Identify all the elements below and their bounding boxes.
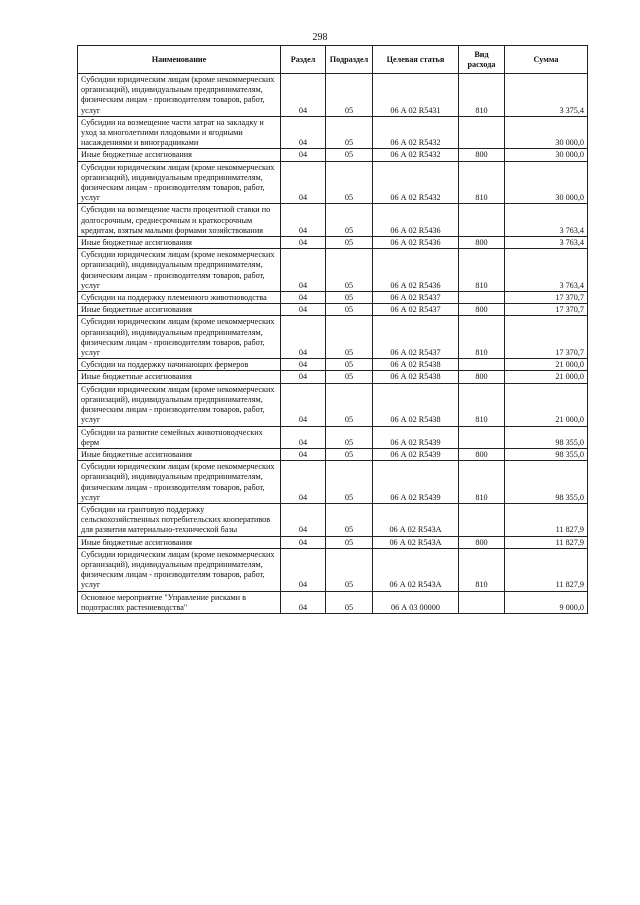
cell-summa: 11 827,9: [505, 548, 588, 591]
cell-name: Субсидии юридическим лицам (кроме некоммерческих организаций), индивидуальным предпринимателям, физическим лицам - производителям товаров, работ, услуг: [78, 383, 281, 426]
cell-razdel: 04: [281, 237, 326, 249]
cell-razdel: 04: [281, 548, 326, 591]
table-row: [78, 149, 588, 161]
cell-vid: [459, 204, 505, 237]
cell-summa: 9 000,0: [505, 591, 588, 613]
cell-podrazdel: 05: [326, 204, 373, 237]
cell-vid: 810: [459, 548, 505, 591]
cell-celevaya: 06 А 02 R543А: [373, 548, 459, 591]
cell-name: Субсидии на развитие семейных животноводческих ферм: [78, 426, 281, 448]
table-row: [78, 371, 588, 383]
cell-summa: 21 000,0: [505, 359, 588, 371]
cell-name: Иные бюджетные ассигнования: [78, 536, 281, 548]
table-row: [78, 74, 588, 117]
cell-celevaya: 06 А 02 R5439: [373, 448, 459, 460]
cell-razdel: 04: [281, 161, 326, 204]
cell-vid: [459, 116, 505, 149]
cell-summa: 11 827,9: [505, 536, 588, 548]
cell-celevaya: 06 А 02 R5437: [373, 316, 459, 359]
cell-celevaya: 06 А 02 R5436: [373, 249, 459, 292]
cell-celevaya: 06 А 02 R5437: [373, 304, 459, 316]
cell-name: Иные бюджетные ассигнования: [78, 304, 281, 316]
cell-summa: 11 827,9: [505, 503, 588, 536]
table-row: [78, 383, 588, 426]
cell-celevaya: 06 А 02 R5438: [373, 371, 459, 383]
cell-podrazdel: 05: [326, 536, 373, 548]
cell-razdel: 04: [281, 359, 326, 371]
cell-razdel: 04: [281, 461, 326, 504]
cell-vid: 810: [459, 316, 505, 359]
cell-celevaya: 06 А 02 R543А: [373, 503, 459, 536]
cell-podrazdel: 05: [326, 237, 373, 249]
cell-razdel: 04: [281, 204, 326, 237]
cell-podrazdel: 05: [326, 591, 373, 613]
cell-summa: 3 763,4: [505, 249, 588, 292]
cell-razdel: 04: [281, 304, 326, 316]
cell-summa: 98 355,0: [505, 448, 588, 460]
table-row: [78, 536, 588, 548]
cell-celevaya: 06 А 02 R5438: [373, 383, 459, 426]
cell-name: Субсидии на возмещение части затрат на закладку и уход за многолетними плодовыми и ягодными насаждениями и виноградниками: [78, 116, 281, 149]
cell-name: Иные бюджетные ассигнования: [78, 237, 281, 249]
cell-podrazdel: 05: [326, 161, 373, 204]
cell-podrazdel: 05: [326, 503, 373, 536]
table-row: [78, 161, 588, 204]
cell-vid: [459, 591, 505, 613]
cell-name: Субсидии на поддержку племенного животноводства: [78, 292, 281, 304]
cell-razdel: 04: [281, 116, 326, 149]
header-name: Наименование: [78, 46, 281, 74]
cell-name: Субсидии юридическим лицам (кроме некоммерческих организаций), индивидуальным предпринимателям, физическим лицам - производителям товаров, работ, услуг: [78, 548, 281, 591]
cell-name: Субсидии юридическим лицам (кроме некоммерческих организаций), индивидуальным предпринимателям, физическим лицам - производителям товаров, работ, услуг: [78, 316, 281, 359]
table-header-row: [78, 46, 588, 74]
cell-podrazdel: 05: [326, 116, 373, 149]
table-row: [78, 591, 588, 613]
header-celevaya: Целевая статья: [373, 46, 459, 74]
budget-table: [77, 45, 588, 614]
cell-name: Субсидии юридическим лицам (кроме некоммерческих организаций), индивидуальным предпринимателям, физическим лицам - производителям товаров, работ, услуг: [78, 249, 281, 292]
cell-celevaya: 06 А 02 R5431: [373, 74, 459, 117]
cell-podrazdel: 05: [326, 304, 373, 316]
table-row: [78, 249, 588, 292]
cell-podrazdel: 05: [326, 249, 373, 292]
table-row: [78, 461, 588, 504]
cell-name: Субсидии на грантовую поддержку сельскохозяйственных потребительских кооперативов для развития материально-технической базы: [78, 503, 281, 536]
cell-vid: [459, 359, 505, 371]
cell-summa: 21 000,0: [505, 383, 588, 426]
page-number: 298: [312, 32, 328, 43]
header-summa: Сумма: [505, 46, 588, 74]
cell-vid: 800: [459, 371, 505, 383]
cell-celevaya: 06 А 02 R5438: [373, 359, 459, 371]
cell-summa: 30 000,0: [505, 149, 588, 161]
cell-vid: 800: [459, 304, 505, 316]
cell-summa: 3 763,4: [505, 204, 588, 237]
cell-summa: 21 000,0: [505, 371, 588, 383]
cell-podrazdel: 05: [326, 448, 373, 460]
cell-podrazdel: 05: [326, 292, 373, 304]
cell-celevaya: 06 А 03 00000: [373, 591, 459, 613]
cell-podrazdel: 05: [326, 316, 373, 359]
header-vid: Вид расхода: [459, 46, 505, 74]
cell-vid: [459, 503, 505, 536]
cell-vid: 810: [459, 74, 505, 117]
cell-celevaya: 06 А 02 R5432: [373, 149, 459, 161]
cell-razdel: 04: [281, 448, 326, 460]
cell-celevaya: 06 А 02 R5436: [373, 204, 459, 237]
cell-razdel: 04: [281, 316, 326, 359]
table-row: [78, 204, 588, 237]
cell-vid: 800: [459, 237, 505, 249]
table-row: [78, 316, 588, 359]
table-row: [78, 359, 588, 371]
header-razdel: Раздел: [281, 46, 326, 74]
cell-vid: [459, 292, 505, 304]
cell-summa: 30 000,0: [505, 161, 588, 204]
cell-celevaya: 06 А 02 R5432: [373, 161, 459, 204]
table-row: [78, 448, 588, 460]
cell-summa: 3 763,4: [505, 237, 588, 249]
header-podrazdel: Подраздел: [326, 46, 373, 74]
cell-name: Иные бюджетные ассигнования: [78, 371, 281, 383]
cell-celevaya: 06 А 02 R5439: [373, 461, 459, 504]
cell-vid: 810: [459, 249, 505, 292]
cell-razdel: 04: [281, 591, 326, 613]
table-row: [78, 304, 588, 316]
table-row: [78, 237, 588, 249]
cell-summa: 3 375,4: [505, 74, 588, 117]
cell-vid: 810: [459, 161, 505, 204]
cell-razdel: 04: [281, 371, 326, 383]
cell-vid: 800: [459, 149, 505, 161]
cell-vid: 810: [459, 383, 505, 426]
cell-razdel: 04: [281, 292, 326, 304]
cell-celevaya: 06 А 02 R5439: [373, 426, 459, 448]
cell-podrazdel: 05: [326, 371, 373, 383]
cell-summa: 98 355,0: [505, 461, 588, 504]
cell-razdel: 04: [281, 503, 326, 536]
cell-name: Основное мероприятие "Управление рисками в подотраслях растениеводства": [78, 591, 281, 613]
table-row: [78, 548, 588, 591]
cell-vid: 800: [459, 536, 505, 548]
table-row: [78, 116, 588, 149]
cell-summa: 98 355,0: [505, 426, 588, 448]
cell-podrazdel: 05: [326, 359, 373, 371]
cell-summa: 17 370,7: [505, 304, 588, 316]
cell-name: Субсидии юридическим лицам (кроме некоммерческих организаций), индивидуальным предпринимателям, физическим лицам - производителям товаров, работ, услуг: [78, 74, 281, 117]
cell-razdel: 04: [281, 74, 326, 117]
cell-celevaya: 06 А 02 R5437: [373, 292, 459, 304]
cell-podrazdel: 05: [326, 74, 373, 117]
cell-podrazdel: 05: [326, 426, 373, 448]
cell-name: Субсидии юридическим лицам (кроме некоммерческих организаций), индивидуальным предпринимателям, физическим лицам - производителям товаров, работ, услуг: [78, 161, 281, 204]
cell-vid: 810: [459, 461, 505, 504]
cell-razdel: 04: [281, 536, 326, 548]
cell-summa: 30 000,0: [505, 116, 588, 149]
cell-podrazdel: 05: [326, 149, 373, 161]
table-row: [78, 503, 588, 536]
cell-name: Субсидии юридическим лицам (кроме некоммерческих организаций), индивидуальным предпринимателям, физическим лицам - производителям товаров, работ, услуг: [78, 461, 281, 504]
cell-podrazdel: 05: [326, 548, 373, 591]
cell-name: Субсидии на поддержку начинающих фермеров: [78, 359, 281, 371]
table-body: [78, 74, 588, 614]
cell-vid: 800: [459, 448, 505, 460]
cell-celevaya: 06 А 02 R5432: [373, 116, 459, 149]
cell-razdel: 04: [281, 149, 326, 161]
cell-vid: [459, 426, 505, 448]
cell-celevaya: 06 А 02 R5436: [373, 237, 459, 249]
cell-summa: 17 370,7: [505, 316, 588, 359]
cell-razdel: 04: [281, 249, 326, 292]
cell-name: Иные бюджетные ассигнования: [78, 448, 281, 460]
cell-razdel: 04: [281, 383, 326, 426]
cell-razdel: 04: [281, 426, 326, 448]
cell-podrazdel: 05: [326, 461, 373, 504]
cell-name: Субсидии на возмещение части процентной ставки по долгосрочным, среднесрочным и краткосрочным кредитам, взятым малыми формами хозяйствования: [78, 204, 281, 237]
table-row: [78, 292, 588, 304]
table-row: [78, 426, 588, 448]
cell-podrazdel: 05: [326, 383, 373, 426]
cell-name: Иные бюджетные ассигнования: [78, 149, 281, 161]
cell-summa: 17 370,7: [505, 292, 588, 304]
cell-celevaya: 06 А 02 R543А: [373, 536, 459, 548]
